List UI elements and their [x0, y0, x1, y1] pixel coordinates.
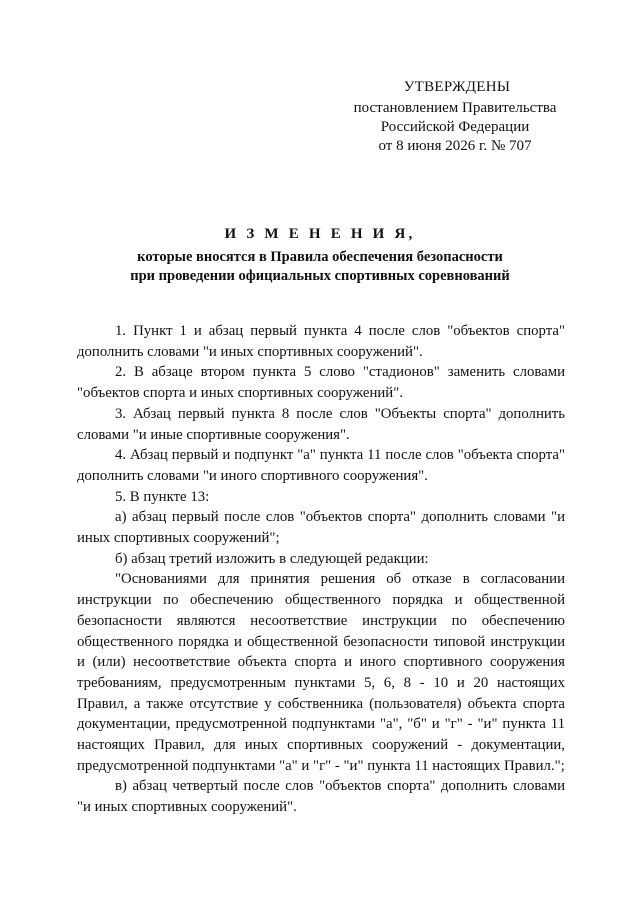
paragraph-item-4: 4. Абзац первый и подпункт "а" пункта 11 после слов "объекта спорта" дополнить словами "и иного спортивного сооружения". [77, 447, 565, 484]
approval-line: Российской Федерации [380, 119, 530, 135]
approval-line: от 8 июня 2026 г. № 707 [378, 138, 532, 154]
paragraph-item-5: 5. В пункте 13: [115, 488, 210, 505]
quoted-new-text: "Основаниями для принятия решения об отказе в согласовании инструкции по обеспечению общественного порядка и общественной безопасности являются несоответствие инструкции по обеспечению общественного порядка и общественной безопасности типовой инструкции и (или) несоответствие объекта спорта и иного спортивного сооружения требованиям, предусмотренным пунктами 5, 6, 8 - 10 и 20 настоящих Правил, а также отсутствие у собственника (пользователя) объекта спорта документации, предусмотренной подпунктами "а", "б" и "г" - "и" пункта 11 настоящих Правил, для иных спортивных сооружений - документации, предусмотренной подпунктами "а" и "г" - "и" пункта 11 настоящих Правил."; [77, 571, 565, 774]
subtitle-line: при проведении официальных спортивных соревнований [130, 268, 510, 284]
document-subtitle [0, 248, 640, 286]
approval-title: УТВЕРЖДЕНЫ [403, 79, 511, 95]
paragraph-item-3: 3. Абзац первый пункта 8 после слов "Объекты спорта" дополнить словами "и иные спортивные сооружения". [77, 405, 565, 443]
document-body [77, 321, 565, 818]
subparagraph-a: а) абзац первый после слов "объектов спорта" дополнить словами "и иных спортивных сооружений"; [77, 509, 565, 547]
document-title: И З М Е Н Е Н И Я, [224, 226, 416, 242]
approval-line: постановлением Правительства [353, 100, 557, 116]
paragraph-item-2: 2. В абзаце втором пункта 5 слово "стадионов" заменить словами "объектов спорта и иных спортивных сооружений". [77, 364, 565, 402]
subtitle-line: которые вносятся в Правила обеспечения безопасности [137, 249, 503, 265]
paragraph-item-1: 1. Пункт 1 и абзац первый пункта 4 после слов "объектов спорта" дополнить словами "и иных спортивных сооружений". [77, 323, 565, 360]
subparagraph-v: в) абзац четвертый после слов "объектов спорта" дополнить словами "и иных спортивных сооружений". [77, 778, 565, 816]
subparagraph-b: б) абзац третий изложить в следующей редакции: [115, 550, 429, 567]
